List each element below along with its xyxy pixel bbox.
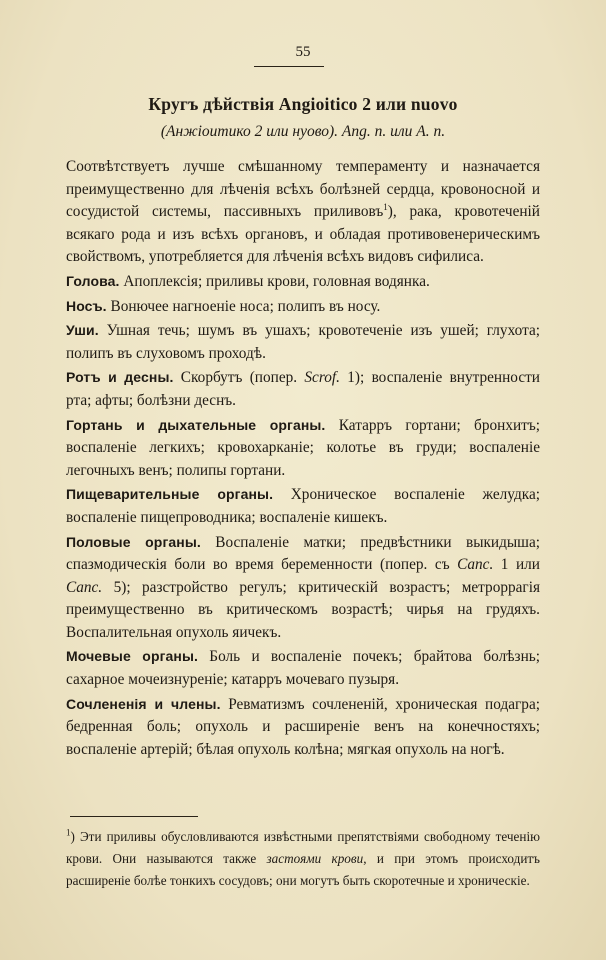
footnote-number: 1 xyxy=(66,827,71,838)
page-subtitle: (Анжіоитико 2 или нуово). Ang. n. или A. n. xyxy=(160,123,446,140)
footnote-mark: 1 xyxy=(383,202,388,213)
page-number: 55 xyxy=(295,44,311,60)
section-heading: Уши. xyxy=(66,322,99,339)
section-golova: Голова. Апоплексія; приливы крови, головная водянка. xyxy=(66,272,430,290)
page-title: Кругъ дѣйствія Angioitico 2 или nuovo xyxy=(148,94,458,114)
section-heading: Мочевые органы. xyxy=(66,648,199,665)
section-pishch: Пищеварительные органы. Хроническое воспаленіе желудка; воспаленіе пищепроводника; воспаленіе кишекъ. xyxy=(66,486,540,526)
section-rot: Ротъ и десны. Скорбутъ (попер. Scrof. 1); воспаленіе внутренности рта; афты; болѣзни деснъ. xyxy=(66,369,540,409)
remedy-reference: Scrof. xyxy=(304,369,340,387)
header-rule xyxy=(254,66,324,67)
section-nos: Носъ. Вонючее нагноеніе носа; полипъ въ носу. xyxy=(66,297,381,315)
footnote-rule xyxy=(70,816,198,817)
intro-paragraph: Соотвѣтствуетъ лучше смѣшанному темпераменту и назначается преимущественно для лѣченія всѣхъ болѣзней сердца, кровоносной и сосудистой системы, пассивныхъ приливовъ$^1$), рака, кровотеченій всякаго рода и изъ всѣхъ органовъ, и обладая противовенерическимъ свойствомъ, употребляется для лѣченія всѣхъ видовъ сифилиса. xyxy=(66,158,540,266)
section-ushi: Уши. Ушная течь; шумъ въ ушахъ; кровотеченіе изъ ушей; глухота; полипъ въ слуховомъ проходѣ. xyxy=(66,322,540,362)
section-heading: Голова. xyxy=(66,272,120,289)
footnote-term: застоями крови xyxy=(266,851,364,866)
section-heading: Сочлененія и члены. xyxy=(66,695,221,712)
remedy-reference: Canc. xyxy=(457,556,494,574)
section-heading: Ротъ и десны. xyxy=(66,369,174,386)
section-sochl: Сочлененія и члены. Ревматизмъ сочлененій, хроническая подагра; бедренная боль; опухоль и расширеніе венъ на конечностяхъ; воспаленіе артерій; бѣлая опухоль колѣна; мягкая опухоль на ногѣ. xyxy=(66,695,540,758)
section-heading: Половые органы. xyxy=(66,533,201,550)
section-mochevye: Мочевые органы. Боль и воспаленіе почекъ; брайтова болѣзнь; сахарное мочеизнуреніе; катарръ мочеваго пузыря. xyxy=(66,648,540,689)
main-text xyxy=(66,156,540,761)
section-gortan: Гортань и дыхательные органы. Катарръ гортани; бронхитъ; воспаленіе легкихъ; кровохарканіе; колотье въ груди; воспаленіе легочныхъ венъ; полипы гортани. xyxy=(66,416,540,479)
section-heading: Пищеварительные органы. xyxy=(66,486,274,503)
footnote: $^1$) Эти приливы обусловливаются извѣстными препятствіями свободному теченію крови. Они называются также застоями крови, и при этомъ происходитъ расширеніе болѣе тонкихъ сосудовъ; они могутъ быть скоротечные и хроническіе. xyxy=(66,827,540,888)
section-polovye: Половые органы. Воспаленіе матки; предвѣстники выкидыша; спазмодическія боли во время беременности (попер. съ Canc. 1 или Canc. 5); разстройство регулъ; критическій возрастъ; метроррагія преимущественно въ критическомъ возрастѣ; чирья на грудяхъ. Воспалительная опухоль яичекъ. xyxy=(66,533,540,641)
remedy-reference: Canc. xyxy=(66,578,103,596)
section-heading: Носъ. xyxy=(66,297,107,314)
section-heading: Гортань и дыхательные органы. xyxy=(66,416,326,433)
